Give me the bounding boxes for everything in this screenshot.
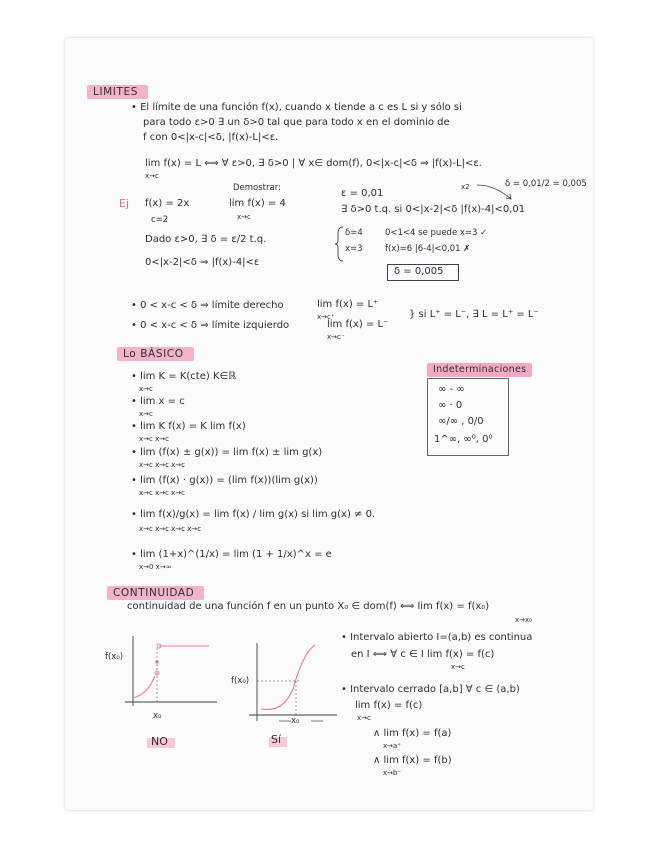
section-heading-continuidad: CONTINUIDAD (107, 586, 204, 600)
dado-line: Dado ε>0, ∃ δ = ε/2 t.q. (145, 234, 267, 245)
notebook-page (65, 38, 593, 810)
indeterminacion-4: 1^∞, ∞⁰, 0⁰ (434, 434, 493, 445)
open-interval-sub: x→c (451, 663, 465, 671)
case-1-delta: δ=4 (345, 228, 363, 238)
basic-item-6-sub: x→c x→c x→c x→c (139, 525, 202, 533)
closed-interval-line-2-sub: x→a⁺ (383, 742, 401, 750)
demostrar-limit: lim f(x) = 4 (229, 198, 286, 209)
x2-note: x2 (461, 183, 470, 191)
left-limit-sub: x→c⁻ (327, 333, 345, 341)
open-interval-condition: en I ⟺ ∀ c ∈ I lim f(x) = f(c) (351, 649, 495, 660)
right-limit-condition: • 0 < x-c < δ ⇒ límite derecho (131, 300, 284, 311)
basic-item-6: • lim f(x)/g(x) = lim f(x) / lim g(x) si lim g(x) ≠ 0. (131, 509, 376, 520)
lateral-condition: } si L⁺ = L⁻, ∃ L = L⁺ = L⁻ (409, 309, 539, 320)
graph-no-xlabel: x₀ (153, 711, 162, 721)
exists-line: ∃ δ>0 t.q. si 0<|x-2|<δ |f(x)-4|<0,01 (341, 204, 526, 215)
definition-line-1: • El límite de una función f(x), cuando x tiende a c es L si y sólo si (131, 102, 462, 113)
graph-si-xlabel: x₀ (291, 716, 300, 726)
basic-item-3: • lim K f(x) = K lim f(x) (131, 421, 246, 432)
open-interval: • Intervalo abierto I=(a,b) es continua (341, 632, 533, 643)
discontinuous-graph (125, 636, 225, 716)
case-1: 0<1<4 se puede x=3 ✓ (385, 228, 488, 238)
continuity-definition: continuidad de una función f en un punto X₀ ∈ dom(f) ⟺ lim f(x) = f(x₀) (127, 601, 490, 612)
section-heading-basicas: Lo BÁSICO (117, 347, 194, 361)
closed-interval-line-2: ∧ lim f(x) = f(a) (373, 728, 452, 739)
indeterminaciones-box (427, 378, 509, 456)
basic-item-4: • lim (f(x) ± g(x)) = lim f(x) ± lim g(x) (131, 447, 323, 458)
closed-interval-line-1: lim f(x) = f(c) (355, 700, 423, 711)
right-limit: lim f(x) = L⁺ (317, 299, 379, 310)
definition-line-3: f con 0<|x-c|<δ, |f(x)-L|<ε. (143, 132, 279, 143)
arrow-icon (475, 183, 515, 203)
delta-formula: δ = 0,01/2 = 0,005 (505, 179, 587, 189)
result-box (387, 264, 459, 281)
closed-interval-line-3: ∧ lim f(x) = f(b) (373, 755, 452, 766)
example-function: f(x) = 2x (145, 198, 190, 209)
basic-item-5-sub: x→c x→c x→c (139, 489, 186, 497)
graph-no-ylabel: f(x₀) (105, 652, 124, 662)
basic-item-4-sub: x→c x→c x→c (139, 461, 186, 469)
epsilon-value: ε = 0,01 (341, 188, 384, 199)
brace-icon (335, 226, 345, 262)
graph-si-ylabel: f(x₀) (231, 676, 250, 686)
continuity-definition-sub: x→x₀ (515, 616, 532, 624)
example-c: c=2 (151, 215, 169, 225)
left-limit-condition: • 0 < x-c < δ ⇒ límite izquierdo (131, 320, 290, 331)
basic-item-1-sub: x→c (139, 385, 153, 393)
right-limit-sub: x→c⁺ (317, 313, 335, 321)
result-value: δ = 0,005 (394, 266, 444, 277)
left-limit: lim f(x) = L⁻ (327, 319, 389, 330)
formal-definition-sub: x→c (145, 172, 159, 180)
indeterminacion-1: ∞ - ∞ (438, 384, 465, 395)
example-marker: Ej (119, 197, 130, 210)
closed-interval-line-3-sub: x→b⁻ (383, 769, 402, 777)
verdict-no: NO (151, 735, 168, 748)
implication-line: 0<|x-2|<δ ⇒ |f(x)-4|<ε (145, 257, 260, 268)
closed-interval-line-1-sub: x→c (357, 714, 371, 722)
basic-item-3-sub: x→c x→c (139, 435, 169, 443)
demostrar-limit-sub: x→c (237, 213, 251, 221)
case-2: f(x)=6 |6-4|<0,01 ✗ (385, 244, 471, 254)
case-2-x: x=3 (345, 244, 363, 254)
indeterminacion-2: ∞ · 0 (438, 400, 463, 411)
demostrar-label: Demostrar: (233, 183, 281, 193)
indeterminacion-3: ∞/∞ , 0/0 (438, 416, 484, 427)
indeterminaciones-title: Indeterminaciones (427, 363, 532, 377)
formal-definition: lim f(x) = L ⟺ ∀ ε>0, ∃ δ>0 | ∀ x∈ dom(f), 0<|x-c|<δ ⇒ |f(x)-L|<ε. (145, 158, 482, 169)
basic-item-7: • lim (1+x)^(1/x) = lim (1 + 1/x)^x = e (131, 549, 332, 560)
basic-item-2-sub: x→c (139, 410, 153, 418)
section-heading-limites: LIMITES (87, 85, 148, 99)
basic-item-7-sub: x→0 x→∞ (139, 563, 172, 571)
basic-item-1: • lim K = K(cte) K∈ℝ (131, 371, 237, 382)
verdict-si: Sí (271, 733, 282, 746)
definition-line-2: para todo ε>0 ∃ un δ>0 tal que para todo x en el dominio de (143, 117, 450, 128)
basic-item-2: • lim x = c (131, 396, 185, 407)
basic-item-5: • lim (f(x) · g(x)) = (lim f(x))(lim g(x)) (131, 475, 318, 486)
closed-interval: • Intervalo cerrado [a,b] ∀ c ∈ (a,b) (341, 684, 520, 695)
